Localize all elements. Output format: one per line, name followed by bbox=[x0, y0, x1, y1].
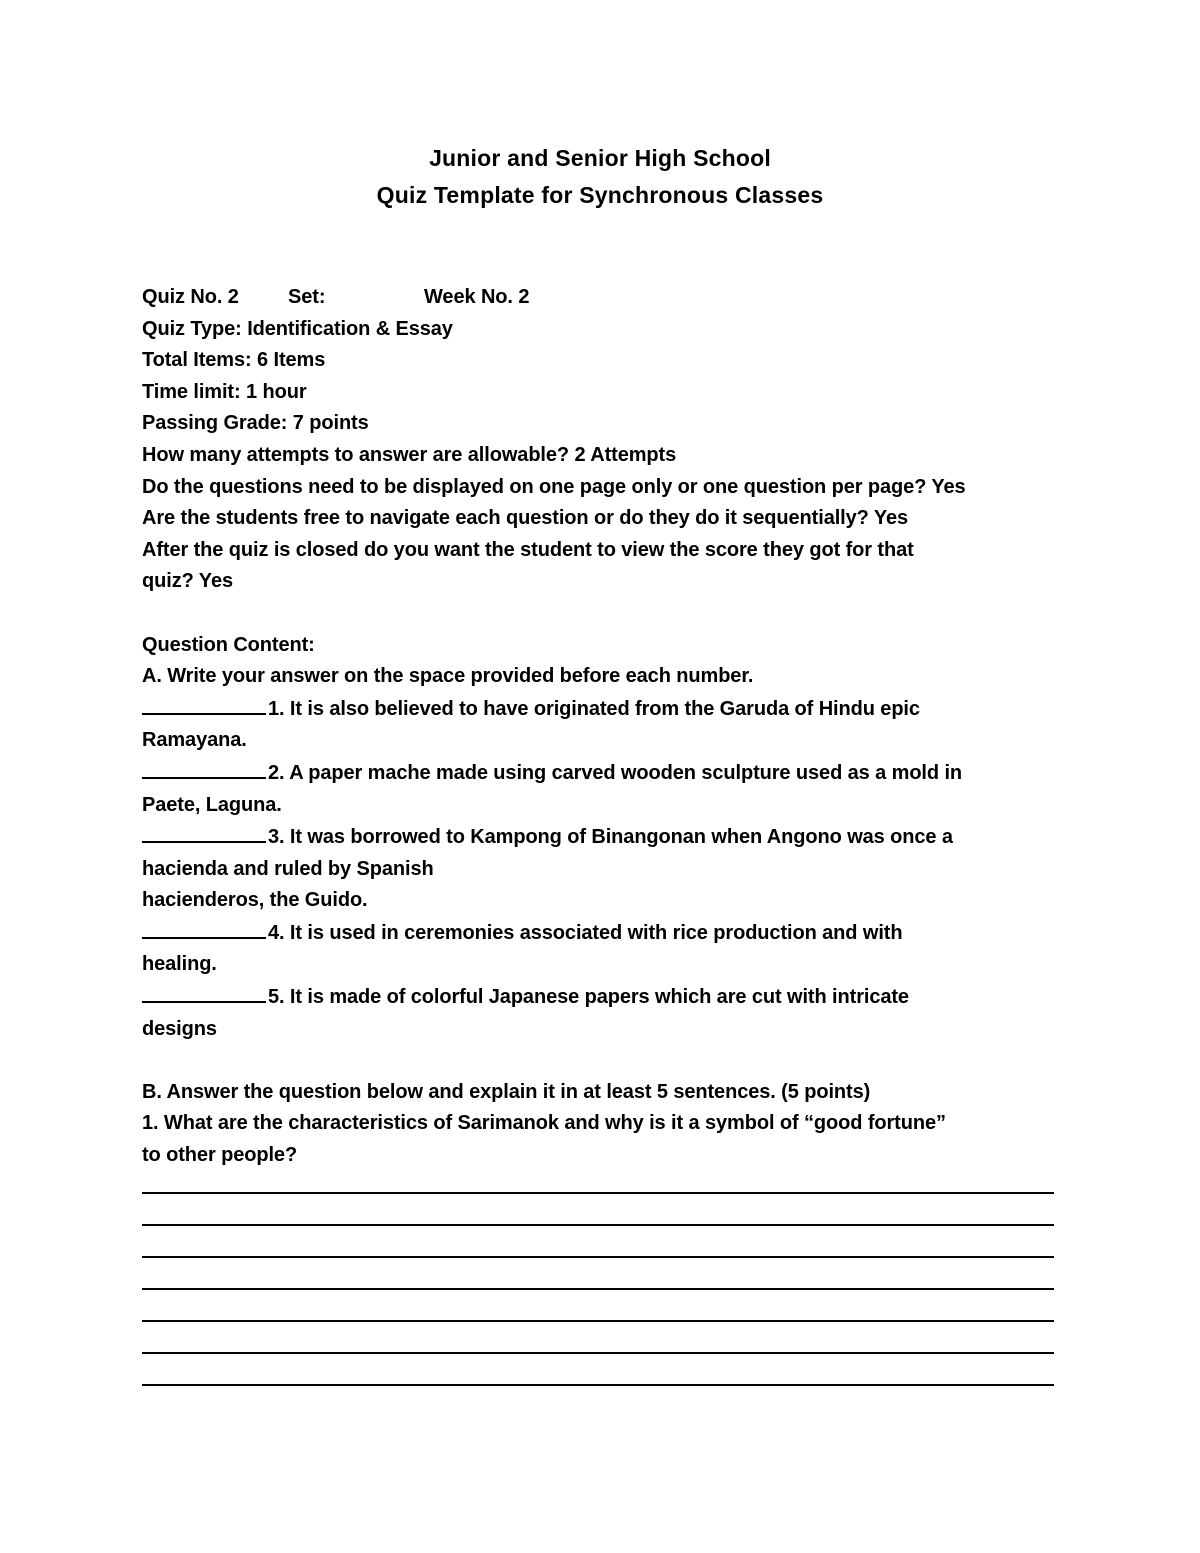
answer-line bbox=[142, 1384, 1054, 1386]
answer-line bbox=[142, 1256, 1054, 1258]
identification-item bbox=[142, 917, 1062, 950]
essay-question-line2: to other people? bbox=[142, 1144, 298, 1167]
answer-line bbox=[142, 1192, 1054, 1194]
title-school: Junior and Senior High School bbox=[429, 145, 771, 171]
identification-item-continued: Paete, Laguna. bbox=[142, 793, 282, 816]
answer-line bbox=[142, 1288, 1054, 1290]
identification-item-continued: healing. bbox=[142, 953, 217, 976]
item-text: 4. It is used in ceremonies associated with rice production and with bbox=[268, 921, 903, 944]
time-limit: Time limit: 1 hour bbox=[142, 380, 307, 403]
total-items: Total Items: 6 Items bbox=[142, 349, 326, 372]
identification-item-continued: designs bbox=[142, 1017, 217, 1040]
identification-item bbox=[142, 981, 1062, 1014]
identification-item-continued: Ramayana. bbox=[142, 729, 247, 752]
item-text: 2. A paper mache made using carved wooden sculpture used as a mold in bbox=[268, 761, 963, 784]
item-text: 5. It is made of colorful Japanese papers which are cut with intricate bbox=[268, 986, 909, 1009]
view-score-setting-line2: quiz? Yes bbox=[142, 570, 233, 593]
answer-blank bbox=[142, 693, 266, 715]
quiz-type: Quiz Type: Identification & Essay bbox=[142, 317, 453, 340]
identification-item-continued: hacienda and ruled by Spanish bbox=[142, 857, 434, 880]
display-setting: Do the questions need to be displayed on one page only or one question per page? Yes bbox=[142, 475, 966, 498]
question-content-heading: Question Content: bbox=[142, 633, 315, 656]
answer-blank bbox=[142, 821, 266, 843]
view-score-setting-line1: After the quiz is closed do you want the student to view the score they got for that bbox=[142, 538, 914, 561]
identification-item-continued: hacienderos, the Guido. bbox=[142, 889, 368, 912]
document-body bbox=[142, 282, 1062, 1172]
quiz-number: Quiz No. 2 bbox=[142, 286, 239, 308]
navigation-setting: Are the students free to navigate each question or do they do it sequentially? Yes bbox=[142, 507, 909, 530]
answer-blank bbox=[142, 917, 266, 939]
answer-line bbox=[142, 1320, 1054, 1322]
quiz-meta-row bbox=[142, 282, 1062, 314]
answer-blank bbox=[142, 981, 266, 1003]
document-title bbox=[0, 140, 1200, 214]
spacer bbox=[142, 598, 1062, 630]
section-a-instruction: A. Write your answer on the space provided before each number. bbox=[142, 665, 754, 688]
item-text: 3. It was borrowed to Kampong of Binangonan when Angono was once a bbox=[268, 826, 953, 849]
essay-answer-area bbox=[142, 1192, 1054, 1416]
passing-grade: Passing Grade: 7 points bbox=[142, 412, 369, 435]
identification-item bbox=[142, 757, 1062, 790]
answer-blank bbox=[142, 757, 266, 779]
identification-item bbox=[142, 693, 1062, 726]
spacer bbox=[142, 1045, 1062, 1077]
section-b-instruction: B. Answer the question below and explain it in at least 5 sentences. (5 points) bbox=[142, 1080, 871, 1103]
answer-line bbox=[142, 1224, 1054, 1226]
quiz-set: Set: bbox=[288, 286, 326, 308]
identification-item bbox=[142, 821, 1062, 854]
attempts-setting: How many attempts to answer are allowable? 2 Attempts bbox=[142, 443, 677, 466]
title-template: Quiz Template for Synchronous Classes bbox=[376, 182, 824, 208]
essay-question-line1: 1. What are the characteristics of Sarimanok and why is it a symbol of “good fortune” bbox=[142, 1112, 946, 1135]
week-number: Week No. 2 bbox=[424, 286, 530, 308]
item-text: 1. It is also believed to have originated from the Garuda of Hindu epic bbox=[268, 697, 920, 720]
answer-line bbox=[142, 1352, 1054, 1354]
